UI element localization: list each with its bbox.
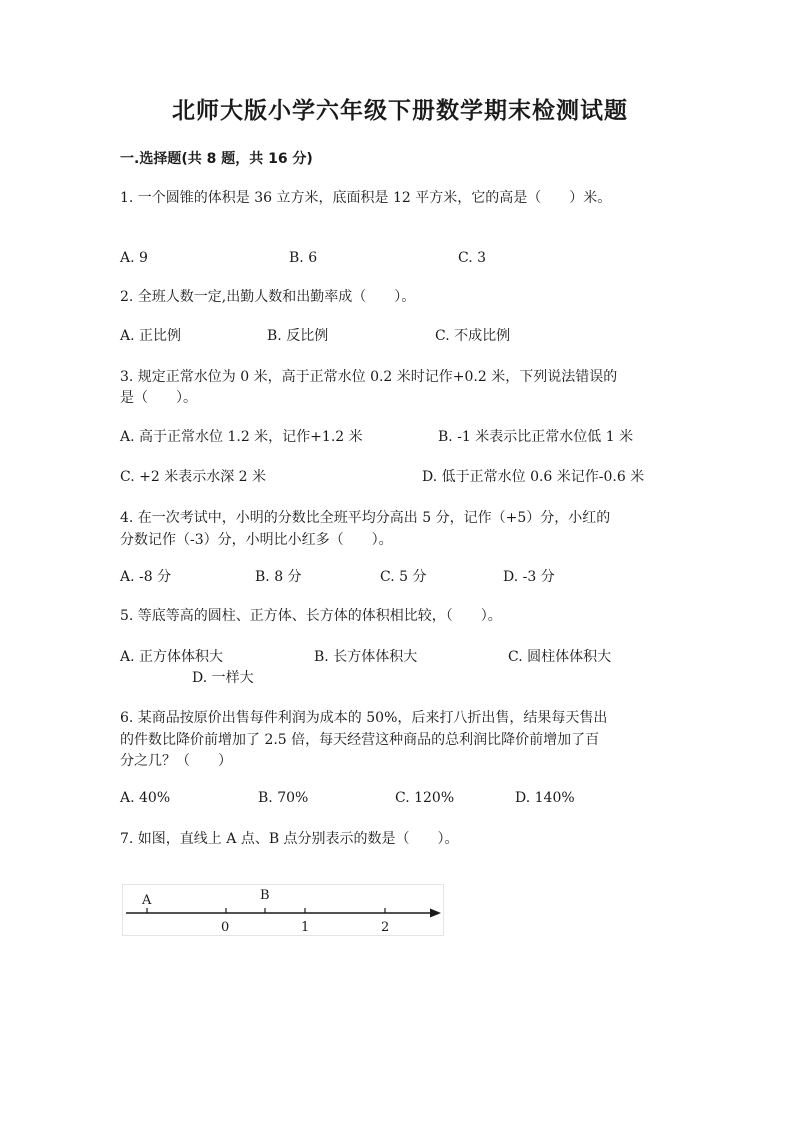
q5-option-b[interactable]: B. 长方体体积大 bbox=[314, 649, 418, 665]
q2-option-c[interactable]: C. 不成比例 bbox=[435, 328, 511, 344]
q3-option-a[interactable]: A. 高于正常水位 1.2 米，记作+1.2 米 bbox=[120, 429, 363, 445]
question-3-text-line-2: 是（ ）。 bbox=[120, 390, 197, 406]
q2-option-b[interactable]: B. 反比例 bbox=[267, 328, 329, 344]
question-1-text: 1. 一个圆锥的体积是 36 立方米，底面积是 12 平方米，它的高是（ ）米。 bbox=[120, 190, 612, 206]
section-heading: 一.选择题(共 8 题，共 16 分) bbox=[120, 151, 313, 167]
point-a-label: A bbox=[142, 893, 152, 908]
q6-option-b[interactable]: B. 70% bbox=[258, 790, 309, 806]
q4-option-d[interactable]: D. -3 分 bbox=[503, 569, 555, 585]
question-6-text-line-1: 6. 某商品按原价出售每件利润为成本的 50%，后来打八折出售，结果每天售出 bbox=[120, 710, 608, 726]
question-6-text-line-2: 的件数比降价前增加了 2.5 倍，每天经营这种商品的总利润比降价前增加了百 bbox=[120, 732, 600, 748]
number-line-svg bbox=[123, 885, 443, 935]
q4-option-a[interactable]: A. -8 分 bbox=[120, 569, 172, 585]
question-4-text-line-1: 4. 在一次考试中，小明的分数比全班平均分高出 5 分，记作（+5）分，小红的 bbox=[120, 510, 611, 526]
q3-option-b[interactable]: B. -1 米表示比正常水位低 1 米 bbox=[438, 429, 634, 445]
question-5-text: 5. 等底等高的圆柱、正方体、长方体的体积相比较，（ ）。 bbox=[120, 608, 502, 624]
q1-option-b[interactable]: B. 6 bbox=[289, 250, 318, 266]
q6-option-d[interactable]: D. 140% bbox=[515, 790, 575, 806]
point-b-label: B bbox=[260, 888, 270, 903]
question-6-text-line-3: 分之几？（ ） bbox=[120, 753, 232, 769]
tick-label-one: 1 bbox=[301, 920, 310, 935]
question-4-text-line-2: 分数记作（-3）分，小明比小红多（ ）。 bbox=[120, 532, 393, 548]
q4-option-b[interactable]: B. 8 分 bbox=[255, 569, 302, 585]
q5-option-c[interactable]: C. 圆柱体体积大 bbox=[508, 649, 612, 665]
question-2-text: 2. 全班人数一定,出勤人数和出勤率成（ ）。 bbox=[120, 289, 416, 305]
q3-option-d[interactable]: D. 低于正常水位 0.6 米记作-0.6 米 bbox=[422, 469, 645, 485]
q2-option-a[interactable]: A. 正比例 bbox=[120, 328, 182, 344]
arrow-head-icon bbox=[430, 909, 441, 918]
question-3-text-line-1: 3. 规定正常水位为 0 米，高于正常水位 0.2 米时记作+0.2 米，下列说法错误的 bbox=[120, 369, 618, 385]
number-line-figure bbox=[122, 884, 444, 936]
q3-option-c[interactable]: C. +2 米表示水深 2 米 bbox=[120, 469, 267, 485]
q1-option-c[interactable]: C. 3 bbox=[458, 250, 487, 266]
q1-option-a[interactable]: A. 9 bbox=[120, 250, 148, 266]
q6-option-a[interactable]: A. 40% bbox=[120, 790, 171, 806]
q5-option-a[interactable]: A. 正方体体积大 bbox=[120, 649, 224, 665]
question-7-text: 7. 如图，直线上 A 点、B 点分别表示的数是（ ）。 bbox=[120, 831, 459, 847]
page-title: 北师大版小学六年级下册数学期末检测试题 bbox=[172, 98, 628, 124]
q4-option-c[interactable]: C. 5 分 bbox=[380, 569, 427, 585]
tick-label-two: 2 bbox=[381, 920, 390, 935]
q6-option-c[interactable]: C. 120% bbox=[395, 790, 455, 806]
tick-label-zero: 0 bbox=[221, 920, 230, 935]
q5-option-d[interactable]: D. 一样大 bbox=[192, 670, 254, 686]
